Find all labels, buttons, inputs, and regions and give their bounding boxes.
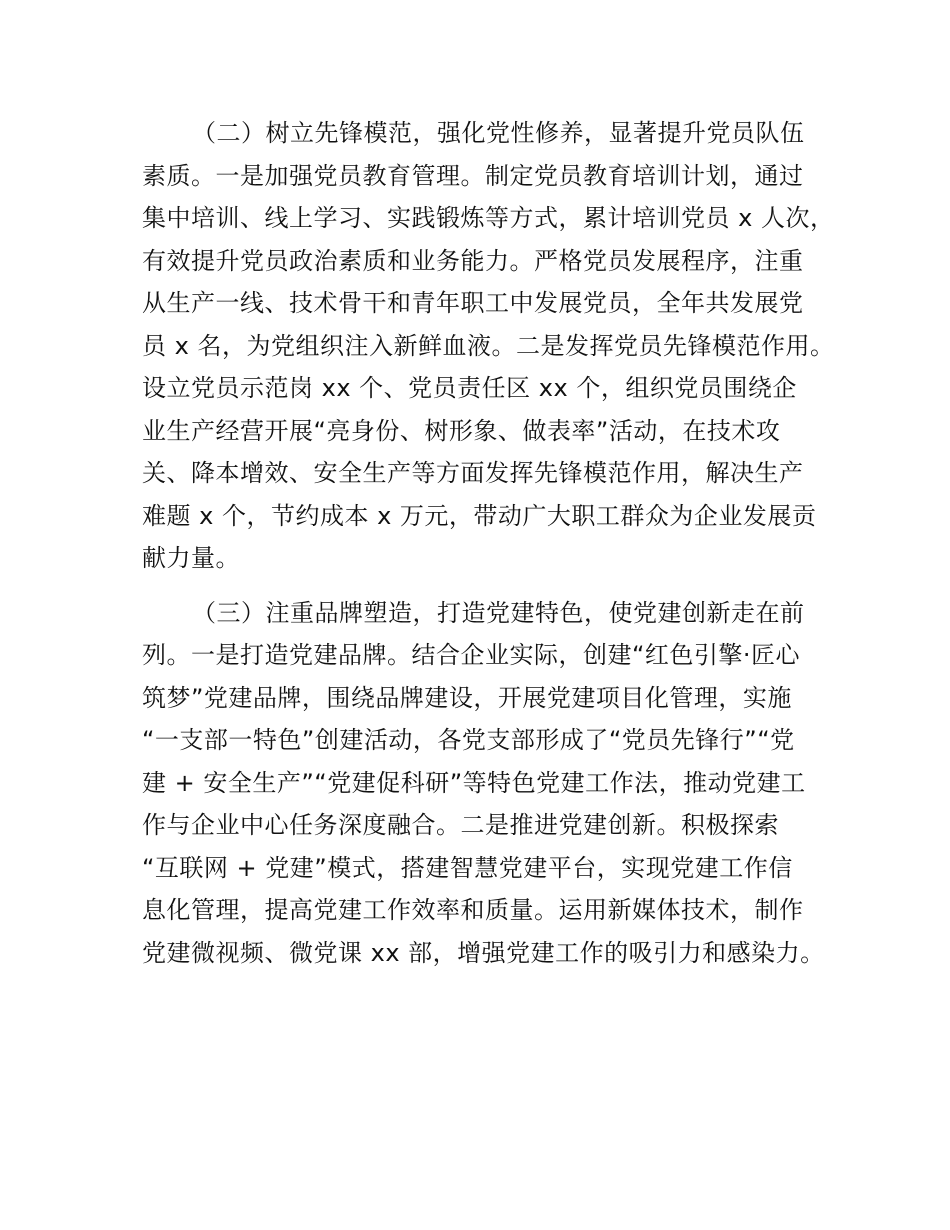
paragraph-line: 集中培训、线上学习、实践锻炼等方式，累计培训党员 x 人次， xyxy=(142,204,835,232)
paragraph-line: 素质。一是加强党员教育管理。制定党员教育培训计划，通过 xyxy=(142,161,804,190)
paragraph-line: “一支部一特色”创建活动，各党支部形成了“党员先锋行”“党 xyxy=(142,726,795,754)
paragraph-line: 筑梦”党建品牌，围绕品牌建设，开展党建项目化管理，实施 xyxy=(142,683,792,712)
paragraph-line: 员 x 名，为党组织注入新鲜血液。二是发挥党员先锋模范作用。 xyxy=(142,331,835,360)
paragraph-line: 业生产经营开展“亮身份、树形象、做表率”活动，在技术攻 xyxy=(142,416,781,445)
document-body xyxy=(142,112,835,974)
paragraph-line: 作与企业中心任务深度融合。二是推进党建创新。积极探索 xyxy=(142,811,779,839)
paragraph-line: 从生产一线、技术骨干和青年职工中发展党员，全年共发展党 xyxy=(142,289,804,317)
paragraph-line: （三）注重品牌塑造，打造党建特色，使党建创新走在前 xyxy=(192,598,805,627)
paragraph-line: 难题 x 个，节约成本 x 万元，带动广大职工群众为企业发展贡 xyxy=(142,501,817,530)
paragraph-line: 建 + 安全生产”“党建促科研”等特色党建工作法，推动党建工 xyxy=(142,768,806,797)
paragraph-section-2 xyxy=(142,112,835,580)
paragraph-line: 设立党员示范岗 xx 个、党员责任区 xx 个，组织党员围绕企 xyxy=(142,374,797,402)
paragraph-line: 献力量。 xyxy=(142,544,240,572)
paragraph-line: 关、降本增效、安全生产等方面发挥先锋模范作用，解决生产 xyxy=(142,459,804,487)
paragraph-line: “互联网 + 党建”模式，搭建智慧党建平台，实现党建工作信 xyxy=(142,853,793,882)
paragraph-line: （二）树立先锋模范，强化党性修养，显著提升党员队伍 xyxy=(192,119,805,147)
paragraph-line: 列。一是打造党建品牌。结合企业实际，创建“红色引擎·匠心 xyxy=(142,641,801,669)
paragraph-line: 党建微视频、微党课 xx 部，增强党建工作的吸引力和感染力。 xyxy=(142,938,825,967)
paragraph-line: 息化管理，提高党建工作效率和质量。运用新媒体技术，制作 xyxy=(142,896,804,924)
paragraph-line: 有效提升党员政治素质和业务能力。严格党员发展程序，注重 xyxy=(142,246,804,275)
paragraph-spacer xyxy=(142,580,832,592)
paragraph-section-3 xyxy=(142,592,832,975)
